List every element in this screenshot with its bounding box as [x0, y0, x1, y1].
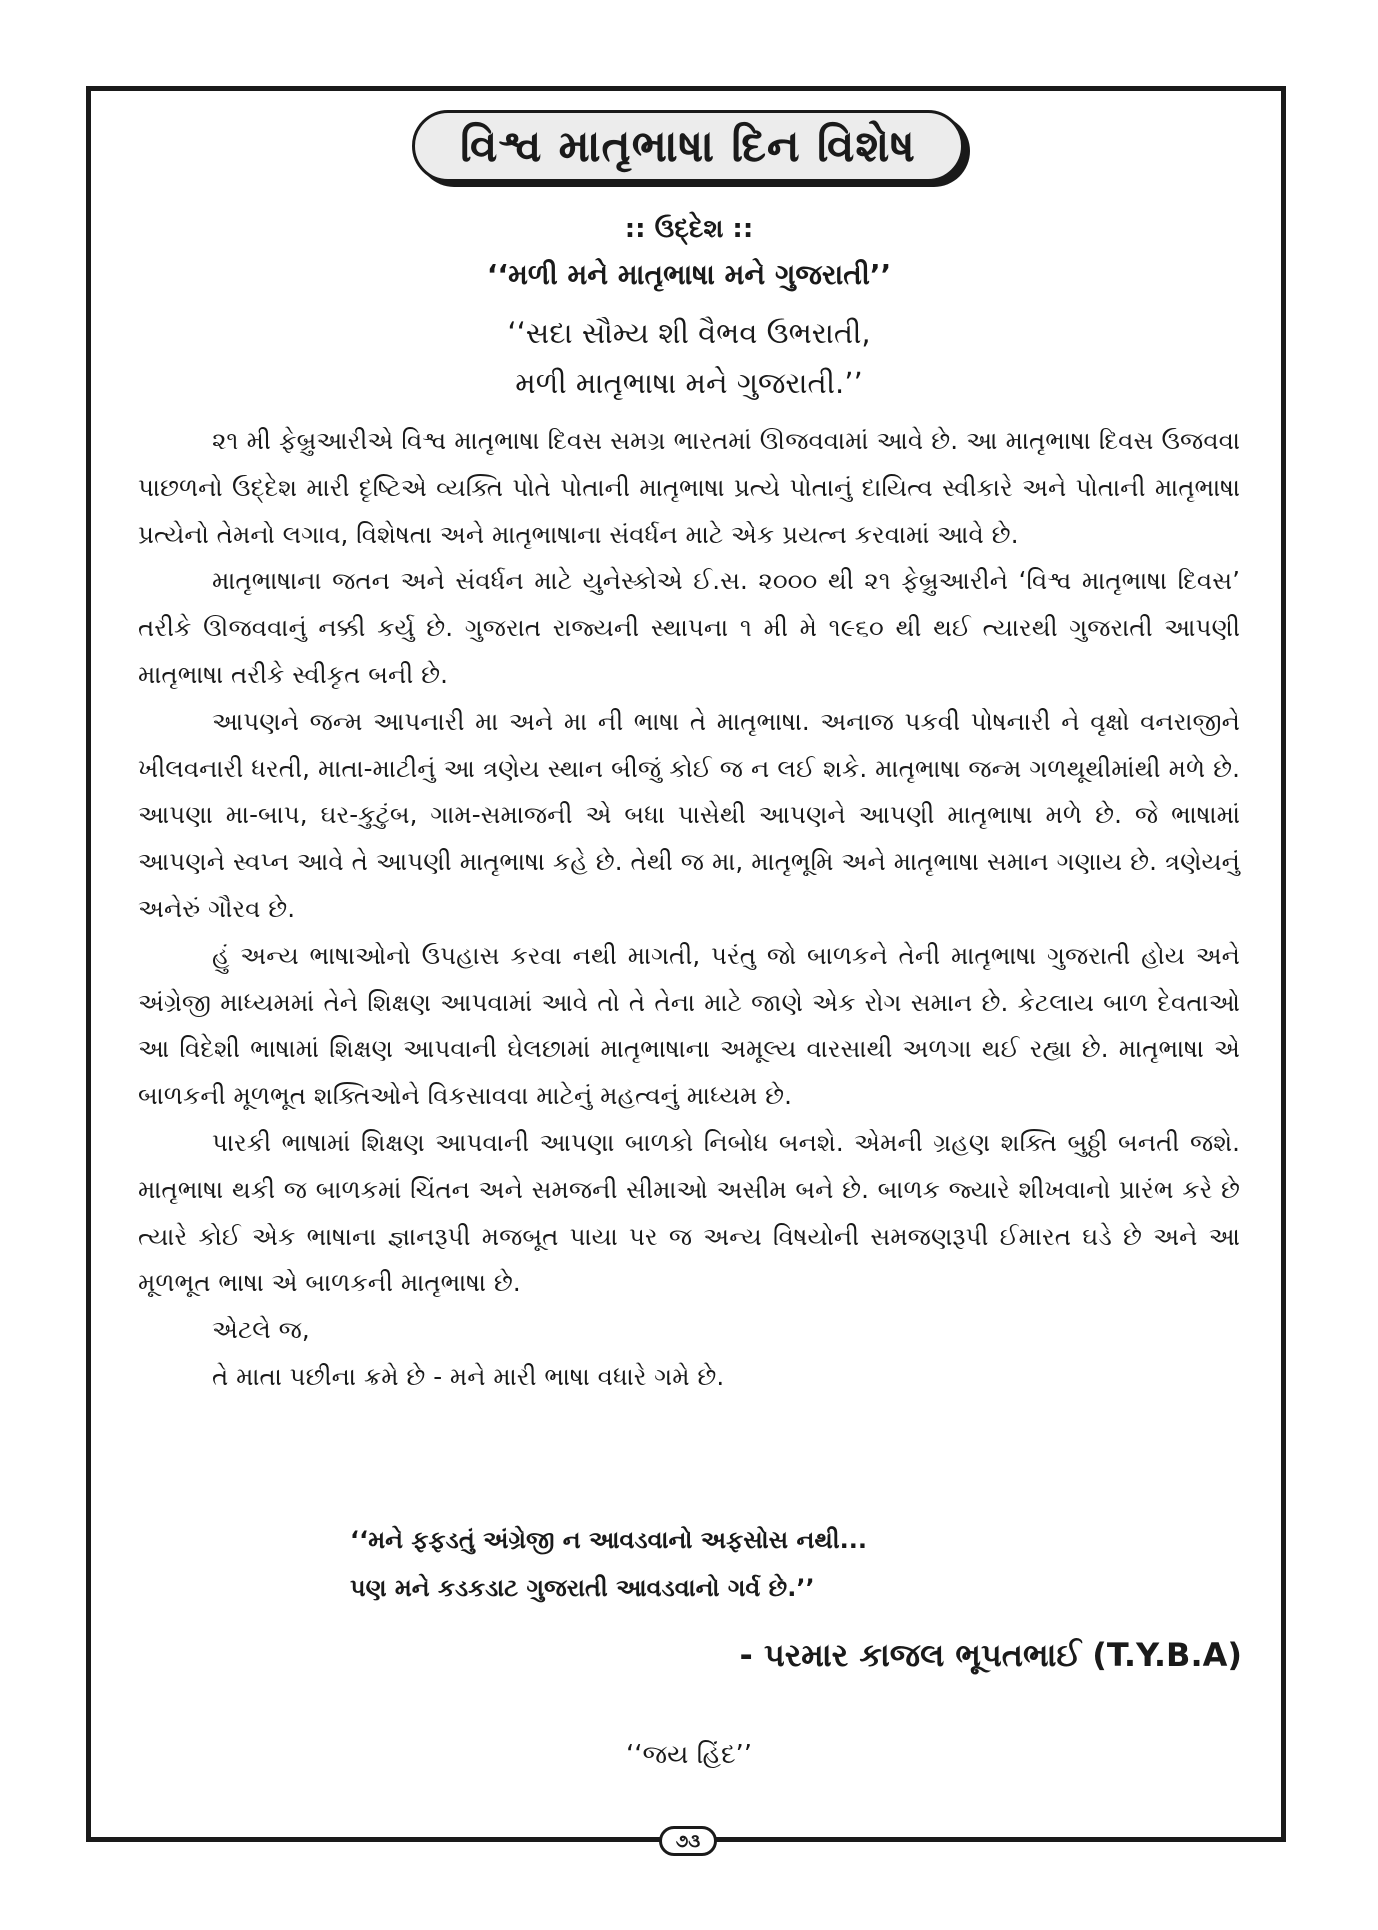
- page-number: ૭૩: [659, 1826, 717, 1856]
- paragraph-3: આપણને જન્મ આપનારી મા અને મા ની ભાષા તે માતૃભાષા. અનાજ પકવી પોષનારી ને વૃક્ષો વનરાજીને ખીલવનારી ધરતી, માતા-માટીનું આ ત્રણેય સ્થાન બીજું કોઈ જ ન લઈ શકે. માતૃભાષા જન્મ ગળથૂથીમાંથી મળે છે. આપણા મા-બાપ, ઘર-કુટુંબ, ગામ-સમાજની એ બધા પાસેથી આપણને આપણી માતૃભાષા મળે છે. જે ભાષામાં આપણને સ્વપ્ન આવે તે આપણી માતૃભાષા કહે છે. તેથી જ મા, માતૃભૂમિ અને માતૃભાષા સમાન ગણાય છે. ત્રણેયનું અનેરું ગૌરવ છે.: [138, 706, 1240, 923]
- objective-heading: :: ઉદ્દેશ ::: [624, 214, 754, 244]
- closing-quote-line-1: ‘‘મને ફફડતું અંગ્રેજી ન આવડવાનો અફસોસ નથી...: [350, 1526, 867, 1554]
- paragraph-2: માતૃભાષાના જતન અને સંવર્ધન માટે યુનેસ્કોએ ઈ.સ. ૨૦૦૦ થી ૨૧ ફેબ્રુઆરીને ‘વિશ્વ માતૃભાષા દિવસ’ તરીકે ઊજવવાનું નક્કી કર્યુ છે. ગુજરાત રાજ્યની સ્થાપના ૧ મી મે ૧૯૬૦ થી થઈ ત્યારથી ગુજરાતી આપણી માતૃભાષા તરીકે સ્વીકૃત બની છે.: [138, 566, 1240, 689]
- poem-line-1: ‘‘સદા સૌમ્ય શી વૈભવ ઉભરાતી,: [507, 316, 871, 350]
- objective-quote: ‘‘મળી મને માતૃભાષા મને ગુજરાતી’’: [486, 258, 892, 291]
- article-body: [138, 418, 1240, 1401]
- paragraph-1: ૨૧ મી ફેબ્રુઆરીએ વિશ્વ માતૃભાષા દિવસ સમગ્ર ભારતમાં ઊજવવામાં આવે છે. આ માતૃભાષા દિવસ ઉજવવા પાછળનો ઉદ્દેશ મારી દૃષ્ટિએ વ્યક્તિ પોતે પોતાની માતૃભાષા પ્રત્યે પોતાનું દાયિત્વ સ્વીકારે અને પોતાની માતૃભાષા પ્રત્યેનો તેમનો લગાવ, વિશેષતા અને માતૃભાષાના સંવર્ધન માટે એક પ્રયત્ન કરવામાં આવે છે.: [138, 426, 1240, 549]
- paragraph-4: હું અન્ય ભાષાઓનો ઉપહાસ કરવા નથી માગતી, પરંતુ જો બાળકને તેની માતૃભાષા ગુજરાતી હોય અને અંગ્રેજી માધ્યમમાં તેને શિક્ષણ આપવામાં આવે તો તે તેના માટે જાણે એક રોગ સમાન છે. કેટલાય બાળ દેવતાઓ આ વિદેશી ભાષામાં શિક્ષણ આપવાની ઘેલછામાં માતૃભાષાના અમૂલ્ય વારસાથી અળગા થઈ રહ્યા છે. માતૃભાષા એ બાળકની મૂળભૂત શક્તિઓને વિકસાવવા માટેનું મહત્વનું માધ્યમ છે.: [138, 940, 1240, 1111]
- paragraph-5: પારકી ભાષામાં શિક્ષણ આપવાની આપણા બાળકો નિબોધ બનશે. એમની ગ્રહણ શક્તિ બુઠ્ઠી બનતી જશે. માતૃભાષા થકી જ બાળકમાં ચિંતન અને સમજની સીમાઓ અસીમ બને છે. બાળક જ્યારે શીખવાનો પ્રારંભ કરે છે ત્યારે કોઈ એક ભાષાના જ્ઞાનરૂપી મજબૂત પાયા પર જ અન્ય વિષયોની સમજણરૂપી ઈમારત ઘડે છે અને આ મૂળભૂત ભાષા એ બાળકની માતૃભાષા છે.: [138, 1127, 1240, 1298]
- sign-off: ‘‘જય હિંદ’’: [625, 1740, 753, 1770]
- paragraph-7: તે માતા પછીના ક્રમે છે - મને મારી ભાષા વધારે ગમે છે.: [212, 1361, 725, 1391]
- paragraph-6: એટલે જ,: [212, 1315, 310, 1345]
- author-signature: - પરમાર કાજલ ભૂપતભાઈ (T.Y.B.A): [739, 1636, 1242, 1674]
- page-title: વિશ્વ માતૃભાષા દિન વિશેષ: [412, 110, 964, 182]
- poem-line-2: મળી માતૃભાષા મને ગુજરાતી.’’: [515, 366, 863, 400]
- closing-quote-line-2: પણ મને કડકડાટ ગુજરાતી આવડવાનો ગર્વ છે.’’: [350, 1574, 815, 1602]
